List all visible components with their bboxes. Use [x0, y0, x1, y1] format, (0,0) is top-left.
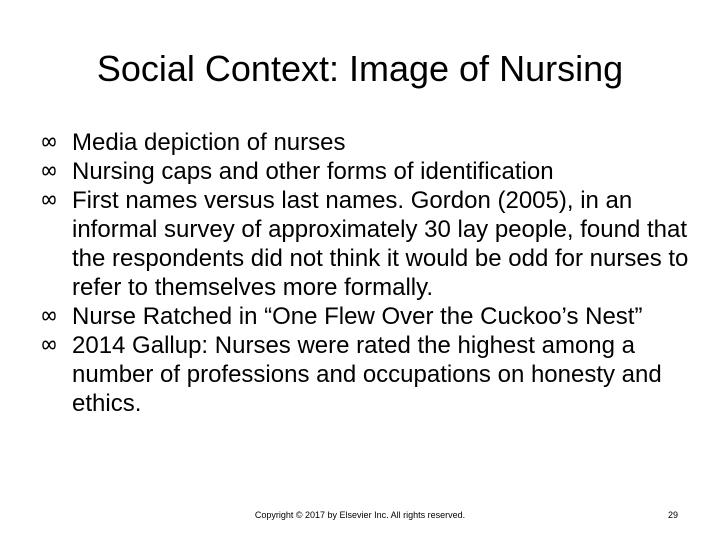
bullet-text: Media depiction of nurses — [72, 129, 346, 156]
loop-bullet-icon — [42, 161, 56, 181]
bullet-item — [42, 331, 692, 418]
bullet-text: Nursing caps and other forms of identification — [72, 158, 554, 185]
bullet-item — [42, 186, 692, 302]
bullet-text: 2014 Gallup: Nurses were rated the highest among a number of professions and occupations on honesty and ethics. — [72, 332, 662, 417]
slide-title: Social Context: Image of Nursing — [96, 48, 624, 89]
footer-copyright: Copyright © 2017 by Elsevier Inc. All rights reserved. — [254, 510, 466, 520]
loop-bullet-icon — [42, 132, 56, 152]
bullet-item — [42, 302, 692, 331]
loop-bullet-icon — [42, 306, 56, 326]
page-number: 29 — [667, 510, 678, 520]
loop-bullet-icon — [42, 190, 56, 210]
bullet-list — [42, 128, 692, 418]
loop-bullet-icon — [42, 335, 56, 355]
bullet-item — [42, 128, 692, 157]
bullet-item — [42, 157, 692, 186]
bullet-text: First names versus last names. Gordon (2005), in an informal survey of approximately 30 lay people, found that the respondents did not think it would be odd for nurses to refer to themselves more formally. — [72, 187, 689, 301]
bullet-text: Nurse Ratched in “One Flew Over the Cuckoo’s Nest” — [72, 303, 643, 330]
